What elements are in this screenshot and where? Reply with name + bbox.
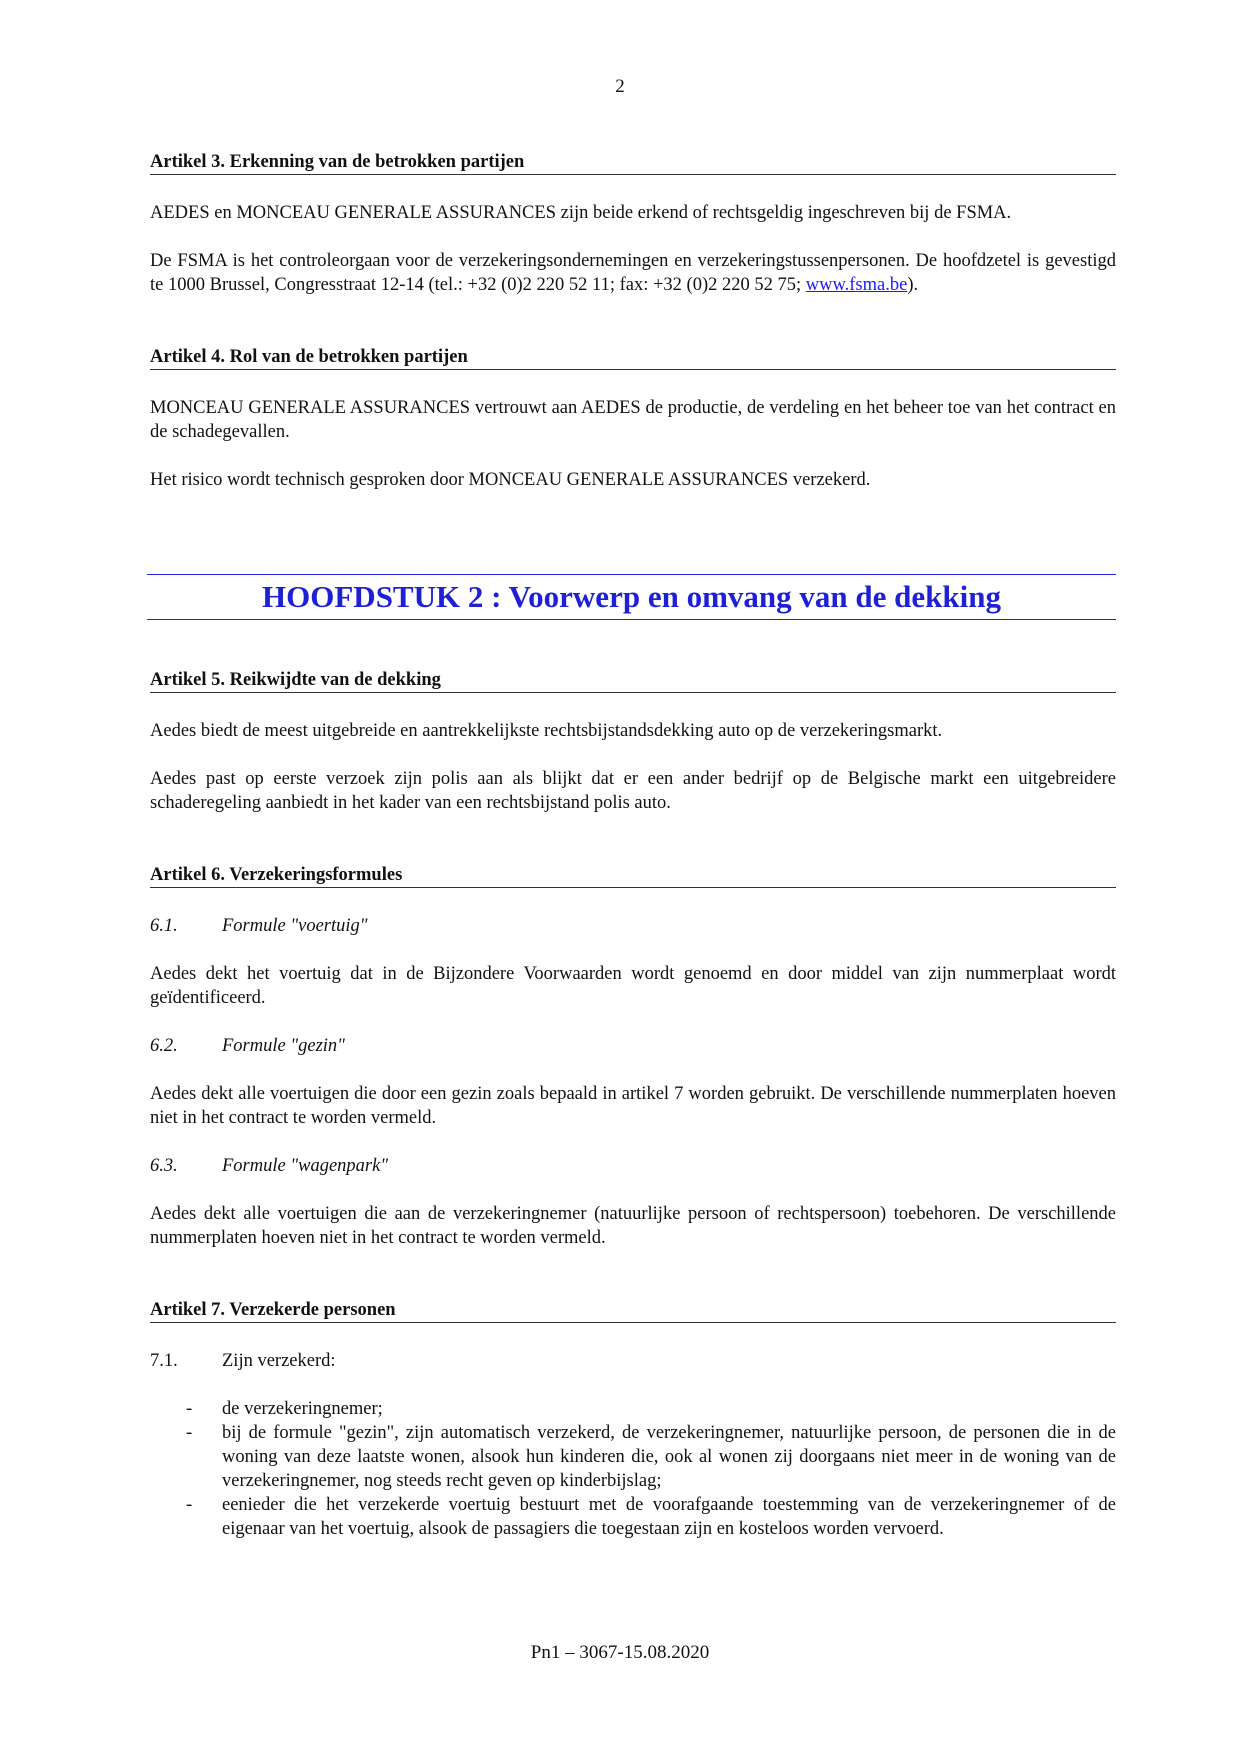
chapter-2-title: HOOFDSTUK 2 : Voorwerp en omvang van de dekking [147,574,1116,620]
article-5-paragraph-2: Aedes past op eerste verzoek zijn polis aan als blijkt dat er een ander bedrijf op de Belgische markt een uitgebreidere schaderegeling aanbiedt in het kader van een rechtsbijstand polis auto. [150,769,1116,813]
document-body [150,150,1116,1541]
section-6-3-text: Aedes dekt alle voertuigen die aan de verzekeringnemer (natuurlijke persoon of rechtspersoon) toebehoren. De verschillende nummerplaten hoeven niet in het contract te worden vermeld. [150,1204,1116,1248]
insured-persons-list [150,1397,1116,1541]
dash-bullet: - [186,1399,193,1419]
article-4-paragraph-1: MONCEAU GENERALE ASSURANCES vertrouwt aan AEDES de productie, de verdeling en het beheer toe van het contract en de schadegevallen. [150,398,1116,442]
section-title: Zijn verzekerd: [222,1351,336,1371]
article-5-paragraph-1: Aedes biedt de meest uitgebreide en aantrekkelijkste rechtsbijstandsdekking auto op de verzekeringsmarkt. [150,721,943,741]
section-number: 6.1. [150,916,178,936]
section-6-2-text: Aedes dekt alle voertuigen die door een gezin zoals bepaald in artikel 7 worden gebruikt. De verschillende nummerplaten hoeven niet in het contract te worden vermeld. [150,1084,1116,1128]
section-6-2-heading [150,1034,1116,1058]
dash-bullet: - [186,1495,193,1515]
section-6-3-heading [150,1154,1116,1178]
dash-bullet: - [186,1423,193,1443]
section-title: Formule "wagenpark" [222,1156,389,1176]
article-3-paragraph-2-end: ). [907,275,919,295]
list-item-text: eenieder die het verzekerde voertuig bestuurt met de voorafgaande toestemming van de verzekeringnemer of de eigenaar van het voertuig, alsook de passagiers die toegestaan zijn en kosteloos worden vervoerd. [222,1495,1116,1539]
list-item [150,1421,1116,1493]
section-number: 6.2. [150,1036,178,1056]
list-item [150,1397,1116,1421]
list-item-text: de verzekeringnemer; [222,1399,383,1419]
list-item [150,1493,1116,1541]
section-title: Formule "gezin" [222,1036,345,1056]
fsma-link[interactable]: www.fsma.be [805,275,908,295]
page-number: 2 [615,76,625,97]
article-3-paragraph-1: AEDES en MONCEAU GENERALE ASSURANCES zijn beide erkend of rechtsgeldig ingeschreven bij de FSMA. [150,203,1012,223]
article-6-heading: Artikel 6. Verzekeringsformules [150,863,1116,888]
article-4-paragraph-2: Het risico wordt technisch gesproken door MONCEAU GENERALE ASSURANCES verzekerd. [150,470,871,490]
article-3-heading: Artikel 3. Erkenning van de betrokken partijen [150,150,1116,175]
section-number: 7.1. [150,1351,178,1371]
article-3-paragraph-2-text: De FSMA is het controleorgaan voor de verzekeringsondernemingen en verzekeringstussenpersonen. De hoofdzetel is gevestigd te 1000 Brussel, Congresstraat 12-14 (tel.: +32 (0)2 220 52 11; fax: +32 (0)2 220 52 75; [150,251,1116,295]
list-item-text: bij de formule "gezin", zijn automatisch verzekerd, de verzekeringnemer, natuurlijke persoon, de personen die in de woning van deze laatste wonen, alsook hun kinderen die, ook al wonen zij doorgaans niet meer in de woning van de verzekeringnemer, nog steeds recht geven op kinderbijslag; [222,1423,1116,1491]
article-7-heading: Artikel 7. Verzekerde personen [150,1298,1116,1323]
article-3-paragraph-2 [150,249,1116,297]
section-number: 6.3. [150,1156,178,1176]
section-title: Formule "voertuig" [222,916,368,936]
section-6-1-heading [150,914,1116,938]
section-7-1-heading [150,1349,1116,1373]
article-4-heading: Artikel 4. Rol van de betrokken partijen [150,345,1116,370]
section-6-1-text: Aedes dekt het voertuig dat in de Bijzondere Voorwaarden wordt genoemd en door middel van zijn nummerplaat wordt geïdentificeerd. [150,964,1116,1008]
article-5-heading: Artikel 5. Reikwijdte van de dekking [150,668,1116,693]
footer-reference: Pn1 – 3067-15.08.2020 [530,1642,710,1663]
